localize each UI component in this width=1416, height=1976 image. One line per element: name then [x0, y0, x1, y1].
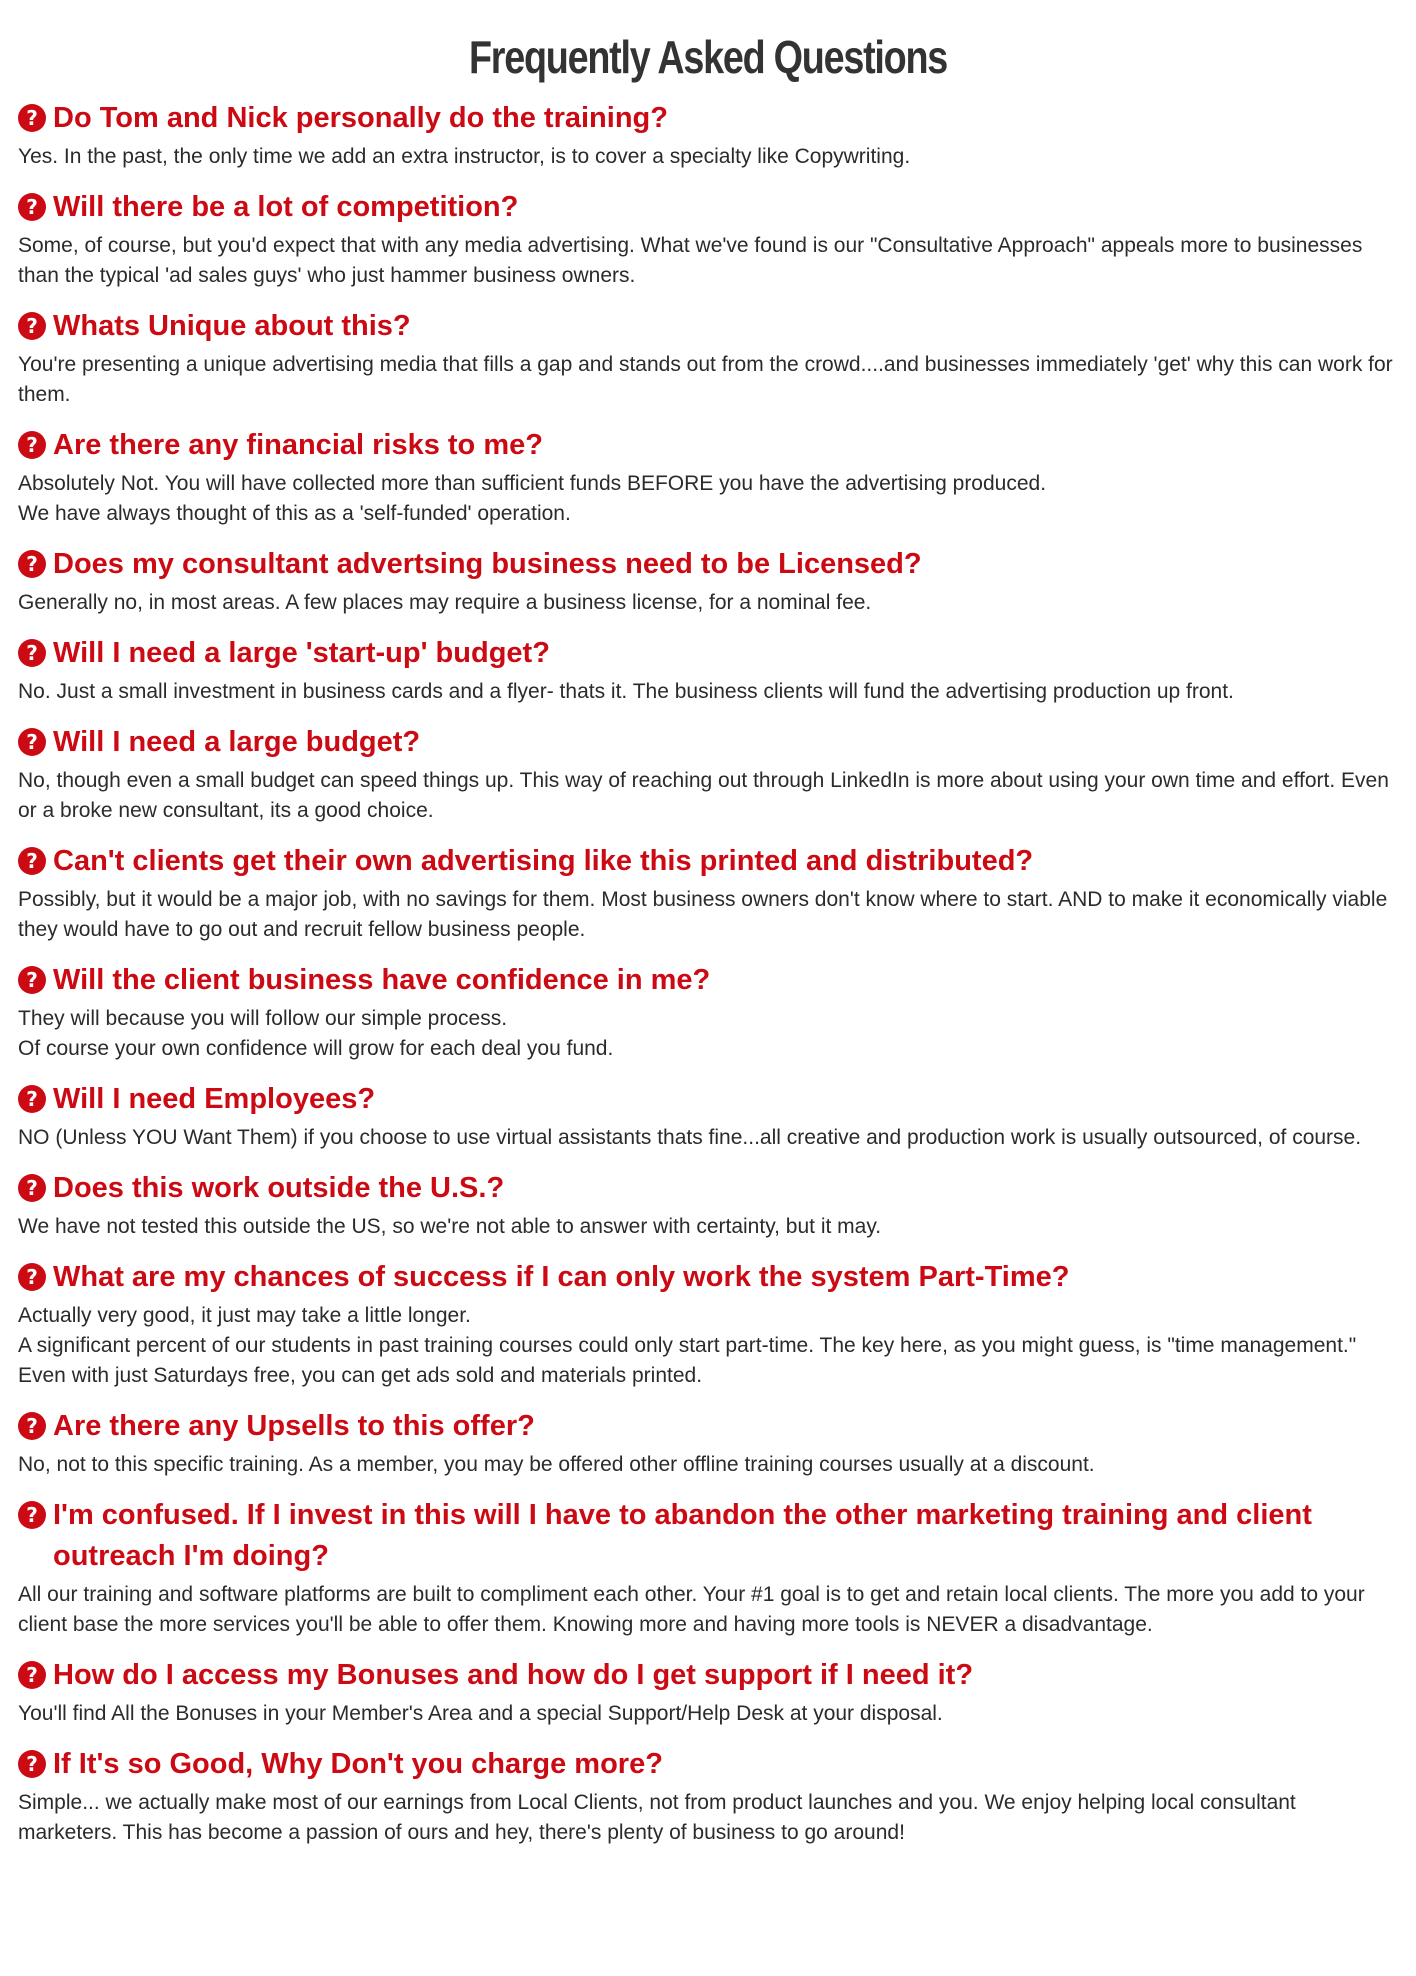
faq-item [18, 841, 1398, 960]
question-circle-icon: ? [18, 1263, 46, 1291]
faq-question [18, 1495, 1398, 1577]
faq-question-text: What are my chances of success if I can only work the system Part-Time? [53, 1261, 1070, 1293]
faq-answer [18, 1298, 1398, 1406]
faq-question-text: How do I access my Bonuses and how do I get support if I need it? [53, 1659, 974, 1691]
faq-question [18, 841, 1398, 882]
faq-question [18, 722, 1398, 763]
question-circle-icon: ? [18, 1174, 46, 1202]
faq-answer-line: All our training and software platforms are built to compliment each other. Your #1 goal is to get and retain local clients. The more you add to your client base the more services you'll be able to offer them. Knowing more and having more tools is NEVER a disadvantage. [18, 1583, 1365, 1636]
faq-answer-line: Generally no, in most areas. A few places may require a business license, for a nominal fee. [18, 591, 872, 614]
faq-item [18, 1744, 1398, 1863]
faq-answer [18, 1785, 1398, 1863]
faq-item [18, 425, 1398, 544]
faq-question [18, 1744, 1398, 1785]
faq-question-text: Will I need Employees? [53, 1083, 376, 1115]
faq-item [18, 544, 1398, 633]
question-circle-icon: ? [18, 639, 46, 667]
page-title: Frequently Asked Questions [468, 31, 948, 83]
faq-item [18, 1257, 1398, 1406]
faq-question-text: Does my consultant advertsing business need to be Licensed? [53, 548, 922, 580]
faq-answer-line: A significant percent of our students in past training courses could only start part-time. The key here, as you might guess, is "time management." Even with just Saturdays free, you can get ads sold and materials printed. [18, 1334, 1357, 1387]
faq-item [18, 722, 1398, 841]
faq-question-text: Does this work outside the U.S.? [53, 1172, 505, 1204]
question-circle-icon: ? [18, 550, 46, 578]
faq-question-text: Will I need a large 'start-up' budget? [53, 637, 550, 669]
faq-question-text: Can't clients get their own advertising like this printed and distributed? [53, 845, 1034, 877]
faq-answer-line: No. Just a small investment in business cards and a flyer- thats it. The business clients will fund the advertising production up front. [18, 680, 1234, 703]
faq-question [18, 633, 1398, 674]
faq-item [18, 633, 1398, 722]
question-circle-icon: ? [18, 193, 46, 221]
faq-question [18, 187, 1398, 228]
faq-answer-line: We have not tested this outside the US, so we're not able to answer with certainty, but it may. [18, 1215, 882, 1238]
faq-answer [18, 882, 1398, 960]
faq-answer [18, 1696, 1398, 1744]
faq-answer [18, 139, 1398, 187]
faq-item [18, 98, 1398, 187]
faq-answer-line: You're presenting a unique advertising media that fills a gap and stands out from the crowd....and businesses immediately 'get' why this can work for them. [18, 353, 1393, 406]
faq-question-text: Will I need a large budget? [53, 726, 421, 758]
faq-question [18, 1168, 1398, 1209]
question-circle-icon: ? [18, 1501, 46, 1529]
question-circle-icon: ? [18, 966, 46, 994]
faq-answer-line: Yes. In the past, the only time we add an extra instructor, is to cover a specialty like Copywriting. [18, 145, 911, 168]
faq-question-text: Will the client business have confidence in me? [53, 964, 711, 996]
faq-answer [18, 674, 1398, 722]
faq-answer [18, 228, 1398, 306]
faq-answer [18, 1577, 1398, 1655]
faq-question [18, 1655, 1398, 1696]
question-circle-icon: ? [18, 728, 46, 756]
question-circle-icon: ? [18, 847, 46, 875]
faq-answer-line: No, not to this specific training. As a member, you may be offered other offline training courses usually at a discount. [18, 1453, 1095, 1476]
question-circle-icon: ? [18, 1750, 46, 1778]
faq-answer [18, 347, 1398, 425]
faq-answer [18, 1001, 1398, 1079]
faq-answer-line: They will because you will follow our simple process. [18, 1007, 508, 1030]
faq-question [18, 1406, 1398, 1447]
faq-question [18, 425, 1398, 466]
faq-list [18, 98, 1398, 1863]
faq-answer [18, 763, 1398, 841]
faq-item [18, 1168, 1398, 1257]
faq-question-text: Do Tom and Nick personally do the training? [53, 102, 668, 134]
faq-item [18, 1655, 1398, 1744]
question-circle-icon: ? [18, 1661, 46, 1689]
faq-question-text: If It's so Good, Why Don't you charge more? [53, 1748, 663, 1780]
faq-answer-line: We have always thought of this as a 'self-funded' operation. [18, 502, 571, 525]
faq-question [18, 960, 1398, 1001]
faq-question-text: Whats Unique about this? [53, 310, 411, 342]
faq-answer-line: Some, of course, but you'd expect that with any media advertising. What we've found is our "Consultative Approach" appeals more to businesses than the typical 'ad sales guys' who just hammer business owners. [18, 234, 1363, 287]
faq-answer-line: Possibly, but it would be a major job, with no savings for them. Most business owners don't know where to start. AND to make it economically viable they would have to go out and recruit fellow business people. [18, 888, 1388, 941]
faq-item [18, 1495, 1398, 1655]
faq-answer [18, 585, 1398, 633]
faq-answer [18, 466, 1398, 544]
faq-answer [18, 1120, 1398, 1168]
faq-answer [18, 1209, 1398, 1257]
faq-question-text: Are there any financial risks to me? [53, 429, 543, 461]
faq-question [18, 306, 1398, 347]
question-circle-icon: ? [18, 104, 46, 132]
faq-answer-line: Absolutely Not. You will have collected more than sufficient funds BEFORE you have the advertising produced. [18, 472, 1047, 495]
faq-question [18, 1257, 1398, 1298]
faq-item [18, 1406, 1398, 1495]
faq-answer-line: Actually very good, it just may take a little longer. [18, 1304, 471, 1327]
faq-question-text: Will there be a lot of competition? [53, 191, 519, 223]
faq-answer [18, 1447, 1398, 1495]
question-circle-icon: ? [18, 1085, 46, 1113]
faq-answer-line: Simple... we actually make most of our earnings from Local Clients, not from product launches and you. We enjoy helping local consultant marketers. This has become a passion of ours and hey, there's plenty of business to go around! [18, 1791, 1296, 1844]
faq-question-text: Are there any Upsells to this offer? [53, 1410, 535, 1442]
faq-answer-line: Of course your own confidence will grow for each deal you fund. [18, 1037, 614, 1060]
question-circle-icon: ? [18, 431, 46, 459]
faq-question [18, 544, 1398, 585]
faq-item [18, 1079, 1398, 1168]
question-circle-icon: ? [18, 1412, 46, 1440]
faq-item [18, 187, 1398, 306]
faq-item [18, 960, 1398, 1079]
faq-item [18, 306, 1398, 425]
faq-answer-line: NO (Unless YOU Want Them) if you choose to use virtual assistants thats fine...all creative and production work is usually outsourced, of course. [18, 1126, 1362, 1149]
faq-question-text: I'm confused. If I invest in this will I have to abandon the other marketing training and client outreach I'm doing? [53, 1499, 1312, 1572]
faq-answer-line: No, though even a small budget can speed things up. This way of reaching out through LinkedIn is more about using your own time and effort. Even or a broke new consultant, its a good choice. [18, 769, 1389, 822]
faq-answer-line: You'll find All the Bonuses in your Member's Area and a special Support/Help Desk at your disposal. [18, 1702, 943, 1725]
faq-question [18, 1079, 1398, 1120]
question-circle-icon: ? [18, 312, 46, 340]
faq-question [18, 98, 1398, 139]
